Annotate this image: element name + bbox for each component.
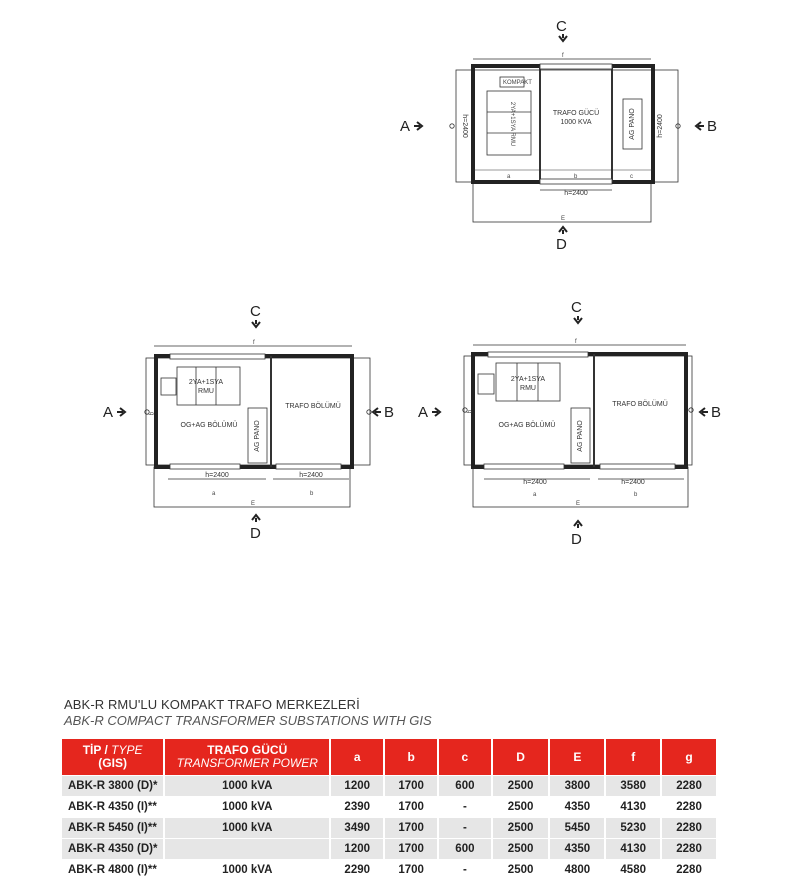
- cell-c: -: [439, 860, 491, 880]
- header-e: E: [550, 739, 604, 775]
- cell-d: 2500: [493, 818, 549, 838]
- arrow-up-icon: [574, 521, 582, 528]
- cell-b: 1700: [385, 776, 437, 796]
- trafo-label-right: TRAFO BÖLÜMÜ: [612, 401, 668, 408]
- header-a: a: [331, 739, 383, 775]
- arrow-right-icon: [414, 122, 422, 130]
- header-f: f: [606, 739, 660, 775]
- title-tr: ABK-R RMU'LU KOMPAKT TRAFO MERKEZLERİ: [64, 697, 360, 712]
- cell-f: 4130: [606, 839, 660, 859]
- arrow-left-icon: [696, 122, 704, 130]
- dim-f-top: f: [562, 53, 564, 59]
- dim-f-right: f: [575, 339, 577, 345]
- table-row: [62, 839, 716, 859]
- cell-a: 2290: [331, 860, 383, 880]
- h-label-top-bottom: h=2400: [564, 190, 588, 197]
- header-b: b: [385, 739, 437, 775]
- arrow-up-icon: [252, 515, 260, 522]
- cell-tip: ABK-R 3800 (D)*: [62, 776, 163, 796]
- cell-a: 1200: [331, 839, 383, 859]
- dim-f-left: f: [253, 340, 255, 346]
- cell-d: 2500: [493, 860, 549, 880]
- dim-e-right: E: [576, 501, 581, 507]
- header-tip-en: TYPE: [111, 743, 143, 757]
- rmu-line2-left: RMU: [198, 388, 214, 395]
- header-power-en: TRANSFORMER POWER: [176, 756, 318, 770]
- ag-pano-left: AG PANO: [254, 420, 261, 452]
- cell-f: 4580: [606, 860, 660, 880]
- arrow-down-icon: [252, 320, 260, 327]
- cell-d: 2500: [493, 776, 549, 796]
- og-label-left: OG+AG BÖLÜMÜ: [180, 422, 238, 429]
- cell-f: 3580: [606, 776, 660, 796]
- dim-a-right: a: [533, 492, 537, 498]
- cell-b: 1700: [385, 797, 437, 817]
- cell-a: 1200: [331, 776, 383, 796]
- ag-pano-right: AG PANO: [577, 420, 584, 452]
- header-d: D: [493, 739, 549, 775]
- arrow-down-icon: [574, 316, 582, 323]
- cell-c: -: [439, 818, 491, 838]
- cell-c: -: [439, 797, 491, 817]
- dim-g-right: g: [466, 410, 472, 414]
- arrow-left-icon: [700, 408, 708, 416]
- trafo-label-top: TRAFO GÜCÜ: [552, 110, 600, 117]
- table-row: [62, 860, 716, 880]
- dim-g-left: g: [148, 412, 154, 416]
- h-label-right-a: h=2400: [523, 479, 547, 486]
- cell-power: [165, 839, 329, 859]
- cell-e: 3800: [550, 776, 604, 796]
- rmu-line2-right: RMU: [520, 385, 536, 392]
- header-tip: [62, 739, 163, 775]
- h-label-top-right: h=2400: [657, 114, 664, 138]
- header-g: g: [662, 739, 716, 775]
- dim-b-top: b: [574, 174, 578, 180]
- rmu-line1-left: 2YA+1SYA: [188, 379, 224, 386]
- table-row: [62, 776, 716, 796]
- header-tip-tr: TİP /: [82, 743, 108, 757]
- arrow-left-icon: [373, 408, 381, 416]
- h-label-left-a: h=2400: [205, 472, 229, 479]
- kompakt-label: KOMPAKT: [503, 80, 532, 86]
- cell-e: 4350: [550, 797, 604, 817]
- cell-g: 2280: [662, 797, 716, 817]
- dim-c-top: c: [630, 174, 633, 180]
- og-label-right: OG+AG BÖLÜMÜ: [498, 422, 556, 429]
- title-en: ABK-R COMPACT TRANSFORMER SUBSTATIONS WITH GIS: [64, 713, 432, 728]
- cell-g: 2280: [662, 776, 716, 796]
- cell-power: 1000 kVA: [165, 818, 329, 838]
- dim-b-left: b: [310, 491, 314, 497]
- cell-g: 2280: [662, 860, 716, 880]
- cell-c: 600: [439, 839, 491, 859]
- cell-tip: ABK-R 4350 (D)*: [62, 839, 163, 859]
- trafo-label-left: TRAFO BÖLÜMÜ: [285, 403, 341, 410]
- cell-b: 1700: [385, 818, 437, 838]
- arrow-up-icon: [559, 227, 567, 234]
- cell-f: 5230: [606, 818, 660, 838]
- plan-top: [450, 59, 680, 222]
- table-header-row: [62, 739, 716, 775]
- dim-e-left: E: [251, 501, 256, 507]
- header-power: [165, 739, 329, 775]
- rmu-label-top: 2YA+1SYA RMU: [509, 101, 515, 147]
- cell-g: 2280: [662, 818, 716, 838]
- cell-tip: ABK-R 5450 (I)**: [62, 818, 163, 838]
- dir-c-top: C: [556, 18, 567, 35]
- dim-a-top: a: [507, 174, 511, 180]
- dir-c-right: C: [571, 299, 582, 316]
- cell-e: 4800: [550, 860, 604, 880]
- dir-c-left: C: [250, 303, 261, 320]
- cell-g: 2280: [662, 839, 716, 859]
- header-tip-gis: (GIS): [98, 756, 127, 770]
- cell-b: 1700: [385, 860, 437, 880]
- spec-table: [60, 738, 718, 881]
- h-label-left-b: h=2400: [299, 472, 323, 479]
- ag-pano-top: AG PANO: [629, 108, 636, 140]
- dir-d-top: D: [556, 236, 567, 253]
- cell-tip: ABK-R 4800 (I)**: [62, 860, 163, 880]
- arrow-down-icon: [559, 34, 567, 41]
- dir-a-left: A: [103, 404, 114, 421]
- dir-b-top: B: [707, 118, 718, 135]
- arrow-right-icon: [117, 408, 125, 416]
- cell-a: 3490: [331, 818, 383, 838]
- cell-power: 1000 kVA: [165, 776, 329, 796]
- header-c: c: [439, 739, 491, 775]
- cell-d: 2500: [493, 839, 549, 859]
- cell-d: 2500: [493, 797, 549, 817]
- table-row: [62, 818, 716, 838]
- dir-a-top: A: [400, 118, 411, 135]
- cell-power: 1000 kVA: [165, 860, 329, 880]
- h-label-top-left: h=2400: [461, 114, 468, 138]
- cell-power: 1000 kVA: [165, 797, 329, 817]
- dir-d-left: D: [250, 525, 261, 542]
- section-titles: [64, 697, 432, 728]
- cell-tip: ABK-R 4350 (I)**: [62, 797, 163, 817]
- dim-a-left: a: [212, 491, 216, 497]
- dir-b-right: B: [711, 404, 722, 421]
- cell-f: 4130: [606, 797, 660, 817]
- dim-e-top: E: [561, 216, 566, 222]
- table-row: [62, 797, 716, 817]
- h-label-right-b: h=2400: [621, 479, 645, 486]
- cell-b: 1700: [385, 839, 437, 859]
- dir-d-right: D: [571, 531, 582, 548]
- rmu-line1-right: 2YA+1SYA: [510, 376, 546, 383]
- dim-b-right: b: [634, 492, 638, 498]
- cell-e: 4350: [550, 839, 604, 859]
- cell-c: 600: [439, 776, 491, 796]
- dir-b-left: B: [384, 404, 395, 421]
- dir-a-right: A: [418, 404, 429, 421]
- arrow-right-icon: [432, 408, 440, 416]
- cell-e: 5450: [550, 818, 604, 838]
- trafo-power-top: 1000 KVA: [560, 119, 592, 126]
- header-power-tr: TRAFO GÜCÜ: [207, 743, 288, 757]
- cell-a: 2390: [331, 797, 383, 817]
